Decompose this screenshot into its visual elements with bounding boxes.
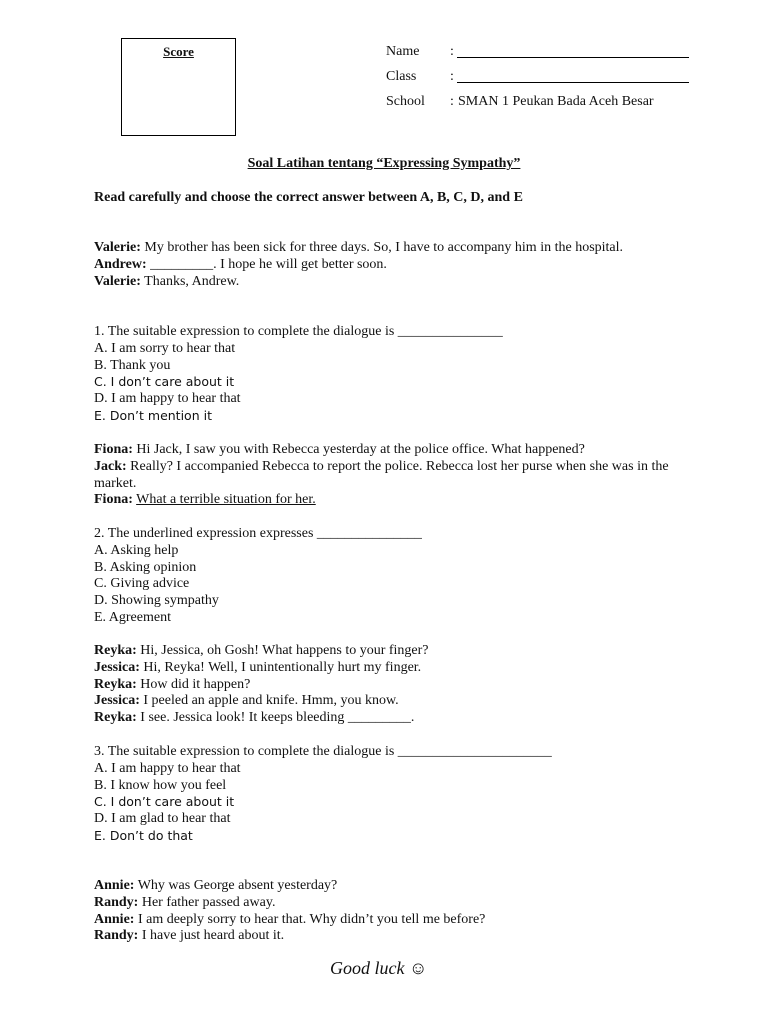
utterance: Hi, Reyka! Well, I unintentionally hurt my finger. — [143, 659, 422, 675]
class-separator: : — [450, 69, 454, 84]
dialogue-line — [94, 492, 674, 509]
dialogue-line — [94, 274, 674, 291]
question-stem: 3. The suitable expression to complete the dialogue is ______________________ — [94, 744, 552, 759]
utterance: My brother has been sick for three days. So, I have to accompany him in the hospital. — [144, 240, 624, 255]
speaker: Annie: — [94, 911, 135, 927]
option-a: A. Asking help — [94, 542, 179, 558]
speaker: Reyka: — [94, 676, 137, 692]
dialogue-2 — [94, 442, 674, 509]
name-separator: : — [450, 44, 454, 59]
speaker: Valerie: — [94, 240, 141, 255]
speaker: Jessica: — [94, 659, 140, 675]
option-b: B. Thank you — [94, 357, 171, 373]
utterance: Why was George absent yesterday? — [137, 878, 338, 893]
dialogue-line — [94, 895, 674, 912]
option-a: A. I am sorry to hear that — [94, 340, 236, 356]
option-e: E. Don’t mention it — [94, 407, 212, 423]
class-label: Class — [386, 69, 417, 84]
option-c: C. I don’t care about it — [94, 794, 235, 810]
speaker: Randy: — [94, 894, 139, 910]
school-separator: : — [450, 94, 454, 109]
utterance: Her father passed away. — [141, 894, 276, 910]
speaker: Valerie: — [94, 273, 141, 289]
utterance: I see. Jessica look! It keeps bleeding _________. — [140, 710, 415, 726]
question-1 — [94, 324, 674, 425]
dialogue-line — [94, 693, 674, 710]
score-box — [121, 38, 236, 136]
dialogue-line — [94, 442, 674, 459]
utterance: How did it happen? — [140, 676, 251, 692]
option-e: E. Agreement — [94, 609, 171, 625]
speaker: Annie: — [94, 878, 135, 893]
option-b: B. I know how you feel — [94, 777, 227, 793]
school-value: SMAN 1 Peukan Bada Aceh Besar — [458, 94, 654, 109]
dialogue-line — [94, 878, 674, 895]
underlined-expression: What a terrible situation for her. — [136, 492, 316, 508]
utterance: I peeled an apple and knife. Hmm, you know. — [143, 693, 399, 709]
speaker: Fiona: — [94, 442, 133, 457]
school-label: School — [386, 94, 425, 109]
option-d: D. I am glad to hear that — [94, 811, 231, 827]
dialogue-3 — [94, 643, 674, 727]
question-stem: 2. The underlined expression expresses _______________ — [94, 526, 422, 541]
option-d: D. Showing sympathy — [94, 593, 219, 609]
option-c: C. I don’t care about it — [94, 374, 235, 390]
good-luck-message: Good luck ☺ — [330, 958, 428, 978]
utterance: Really? I accompanied Rebecca to report the police. Rebecca lost her purse when she was in the market. — [94, 458, 669, 491]
question-3 — [94, 744, 674, 845]
question-2 — [94, 526, 674, 627]
option-a: A. I am happy to hear that — [94, 760, 241, 776]
speaker: Randy: — [94, 928, 139, 944]
option-b: B. Asking opinion — [94, 559, 197, 575]
speaker: Fiona: — [94, 492, 133, 508]
utterance: Hi, Jessica, oh Gosh! What happens to your finger? — [140, 643, 429, 658]
utterance: Thanks, Andrew. — [144, 273, 240, 289]
question-stem: 1. The suitable expression to complete the dialogue is _______________ — [94, 324, 503, 339]
dialogue-1 — [94, 240, 674, 290]
worksheet-title: Soal Latihan tentang “Expressing Sympathy” — [247, 156, 521, 171]
name-label: Name — [386, 44, 420, 59]
dialogue-line — [94, 928, 674, 945]
utterance: I have just heard about it. — [141, 928, 285, 944]
speaker: Jack: — [94, 458, 127, 474]
dialogue-line — [94, 660, 674, 677]
speaker: Reyka: — [94, 710, 137, 726]
dialogue-4 — [94, 878, 674, 945]
speaker: Jessica: — [94, 693, 140, 709]
option-c: C. Giving advice — [94, 576, 190, 592]
utterance: Hi Jack, I saw you with Rebecca yesterday at the police office. What happened? — [136, 442, 585, 457]
dialogue-line — [94, 643, 674, 660]
utterance: _________. I hope he will get better soon. — [150, 256, 387, 272]
dialogue-line — [94, 257, 674, 274]
speaker: Andrew: — [94, 256, 147, 272]
dialogue-line — [94, 459, 674, 493]
dialogue-line — [94, 710, 674, 727]
dialogue-line — [94, 240, 674, 257]
option-d: D. I am happy to hear that — [94, 391, 241, 407]
instruction: Read carefully and choose the correct answer between A, B, C, D, and E — [94, 190, 523, 205]
option-e: E. Don’t do that — [94, 827, 193, 843]
dialogue-line — [94, 677, 674, 694]
name-blank-line — [457, 57, 689, 58]
speaker: Reyka: — [94, 643, 137, 658]
utterance: I am deeply sorry to hear that. Why didn’t you tell me before? — [137, 911, 486, 927]
score-label: Score — [163, 44, 194, 59]
dialogue-line — [94, 912, 674, 929]
class-blank-line — [457, 82, 689, 83]
